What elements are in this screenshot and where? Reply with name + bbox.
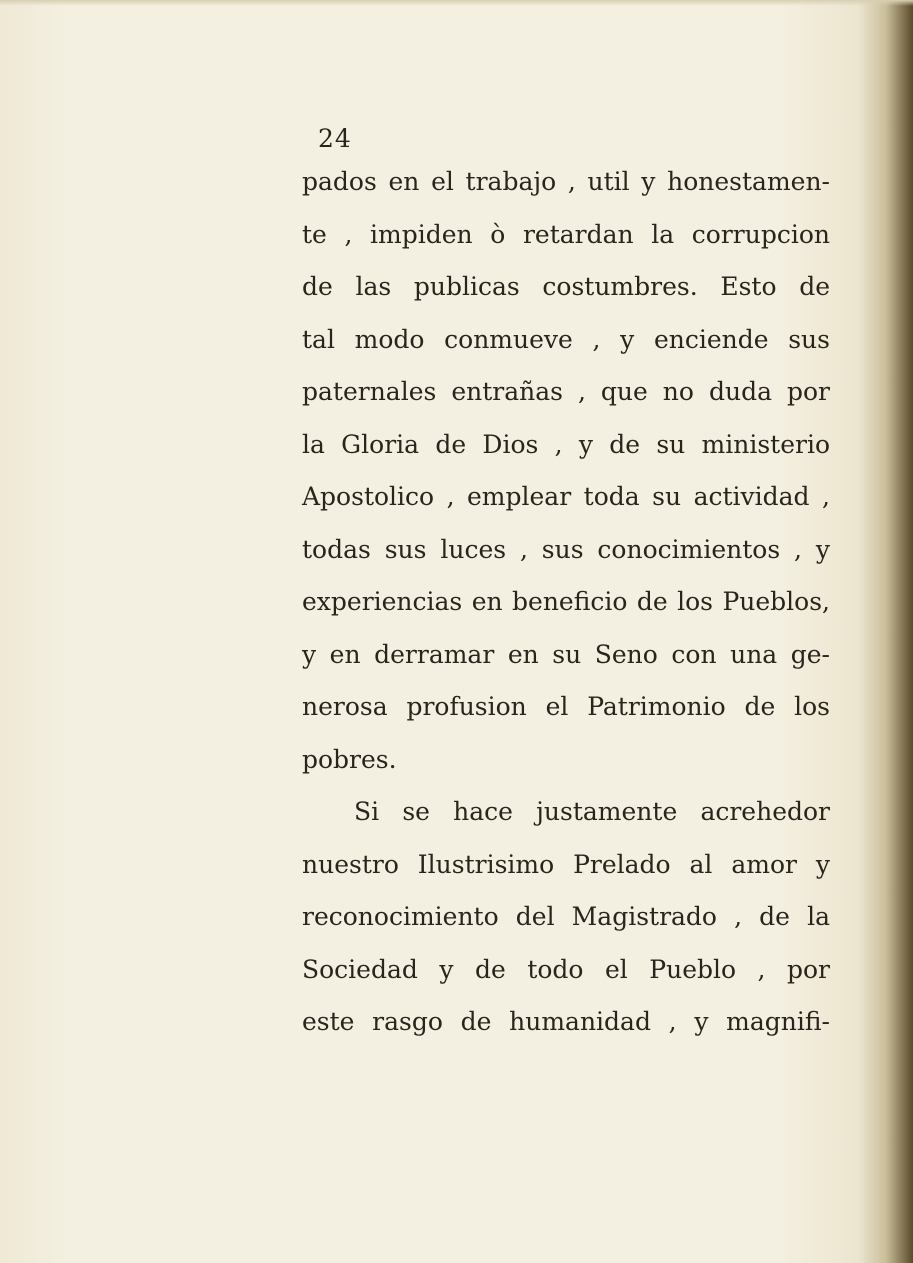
text-line: Sociedad y de todo el Pueblo , por [302,954,830,984]
text-line: todas sus luces , sus conocimientos , y [302,534,830,564]
paragraph-start-line: Si se hace justamente acrehedor [354,797,830,826]
text-line: este rasgo de humanidad , y magnifi- [302,1007,830,1036]
text-line: tal modo conmueve , y enciende sus [302,324,830,354]
text-line: nerosa profusion el Patrimonio de los [302,692,830,721]
text-line: nuestro Ilustrisimo Prelado al amor y [302,849,830,879]
text-line: pobres. [302,744,397,774]
text-line: pados en el trabajo , util y honestamen- [302,167,830,196]
text-line: y en derramar en su Seno con una ge- [302,639,830,669]
text-line: la Gloria de Dios , y de su ministerio [302,429,830,459]
text-line: de las publicas costumbres. Esto de [302,272,830,301]
text-line: Apostolico , emplear toda su actividad , [302,482,830,511]
page-edge [0,0,913,6]
text-line: te , impiden ò retardan la corrupcion [302,219,830,249]
page-number: 24 [318,124,352,153]
text-line: paternales entrañas , que no duda por [302,377,830,406]
text-line: reconocimiento del Magistrado , de la [302,902,830,931]
body-text [302,156,830,1049]
text-line: experiencias en beneficio de los Pueblos, [302,587,830,616]
